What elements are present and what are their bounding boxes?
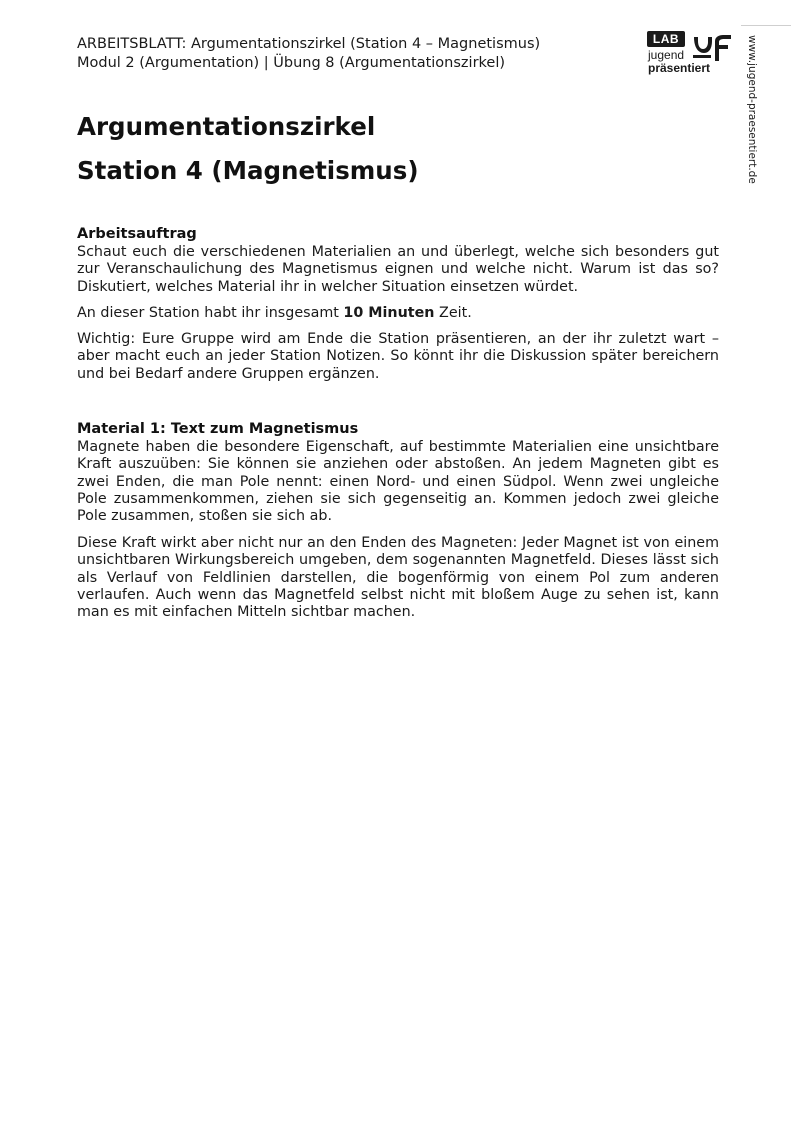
logo-praesentiert-text: präsentiert — [648, 61, 711, 75]
page-subtitle: Station 4 (Magnetismus) — [77, 156, 419, 185]
important-note-paragraph: Wichtig: Eure Gruppe wird am Ende die Station präsentieren, an der ihr zuletzt wart – aber macht euch an jeder Station Notizen. So könnt ihr die Diskussion später bereichern und bei Bedarf andere Gruppen ergänzen. — [77, 331, 719, 382]
side-website-url: www.jugend-praesentiert.de — [746, 35, 758, 184]
worksheet-header-module: Modul 2 (Argumentation) | Übung 8 (Argumentationszirkel) — [77, 55, 506, 71]
arbeitsauftrag-paragraph: Schaut euch die verschiedenen Materialien an und überlegt, welche sich besonders gut zur Veranschaulichung des Magnetismus eignen und welche nicht. Warum ist das so? Diskutiert, welches Material ihr in welcher Situation einsetzen würdet. — [77, 244, 719, 295]
page-title: Argumentationszirkel — [77, 112, 376, 141]
material1-heading: Material 1: Text zum Magnetismus — [77, 421, 359, 437]
time-limit-text-after: Zeit. — [434, 305, 472, 321]
logo-mark-icon — [691, 33, 733, 63]
side-rule — [741, 25, 791, 26]
logo-jugend-text: jugend — [648, 48, 685, 62]
time-limit-paragraph — [77, 305, 719, 322]
material1-paragraph: Diese Kraft wirkt aber nicht nur an den Enden des Magneten: Jeder Magnet ist von einem unsichtbaren Wirkungsbereich umgeben, dem sogenannten Magnetfeld. Dieses lässt sich als Verlauf von Feldlinien darstellen, die bogenförmig von einem Pol zum anderen verlaufen. Auch wenn das Magnetfeld selbst nicht mit bloßem Auge zu sehen ist, kann man es mit einfachen Mitteln sichtbar machen. — [77, 535, 719, 621]
arbeitsauftrag-heading: Arbeitsauftrag — [77, 226, 197, 242]
lab-jugend-praesentiert-logo — [647, 31, 735, 77]
worksheet-header-title: ARBEITSBLATT: Argumentationszirkel (Station 4 – Magnetismus) — [77, 36, 541, 52]
time-limit-value: 10 Minuten — [343, 305, 435, 321]
material1-paragraph: Magnete haben die besondere Eigenschaft, auf bestimmte Materialien eine unsichtbare Kraft auszuüben: Sie können sie anziehen oder abstoßen. An jedem Magneten gibt es zwei Enden, die man Pole nennt: einen Nord- und einen Südpol. Wenn zwei ungleiche Pole zusammenkommen, ziehen sie sich gegenseitig an. Kommen jedoch zwei gleiche Pole zusammen, stoßen sie sich ab. — [77, 439, 719, 525]
logo-lab-badge: LAB — [647, 31, 685, 47]
time-limit-text-before: An dieser Station habt ihr insgesamt — [77, 305, 344, 321]
